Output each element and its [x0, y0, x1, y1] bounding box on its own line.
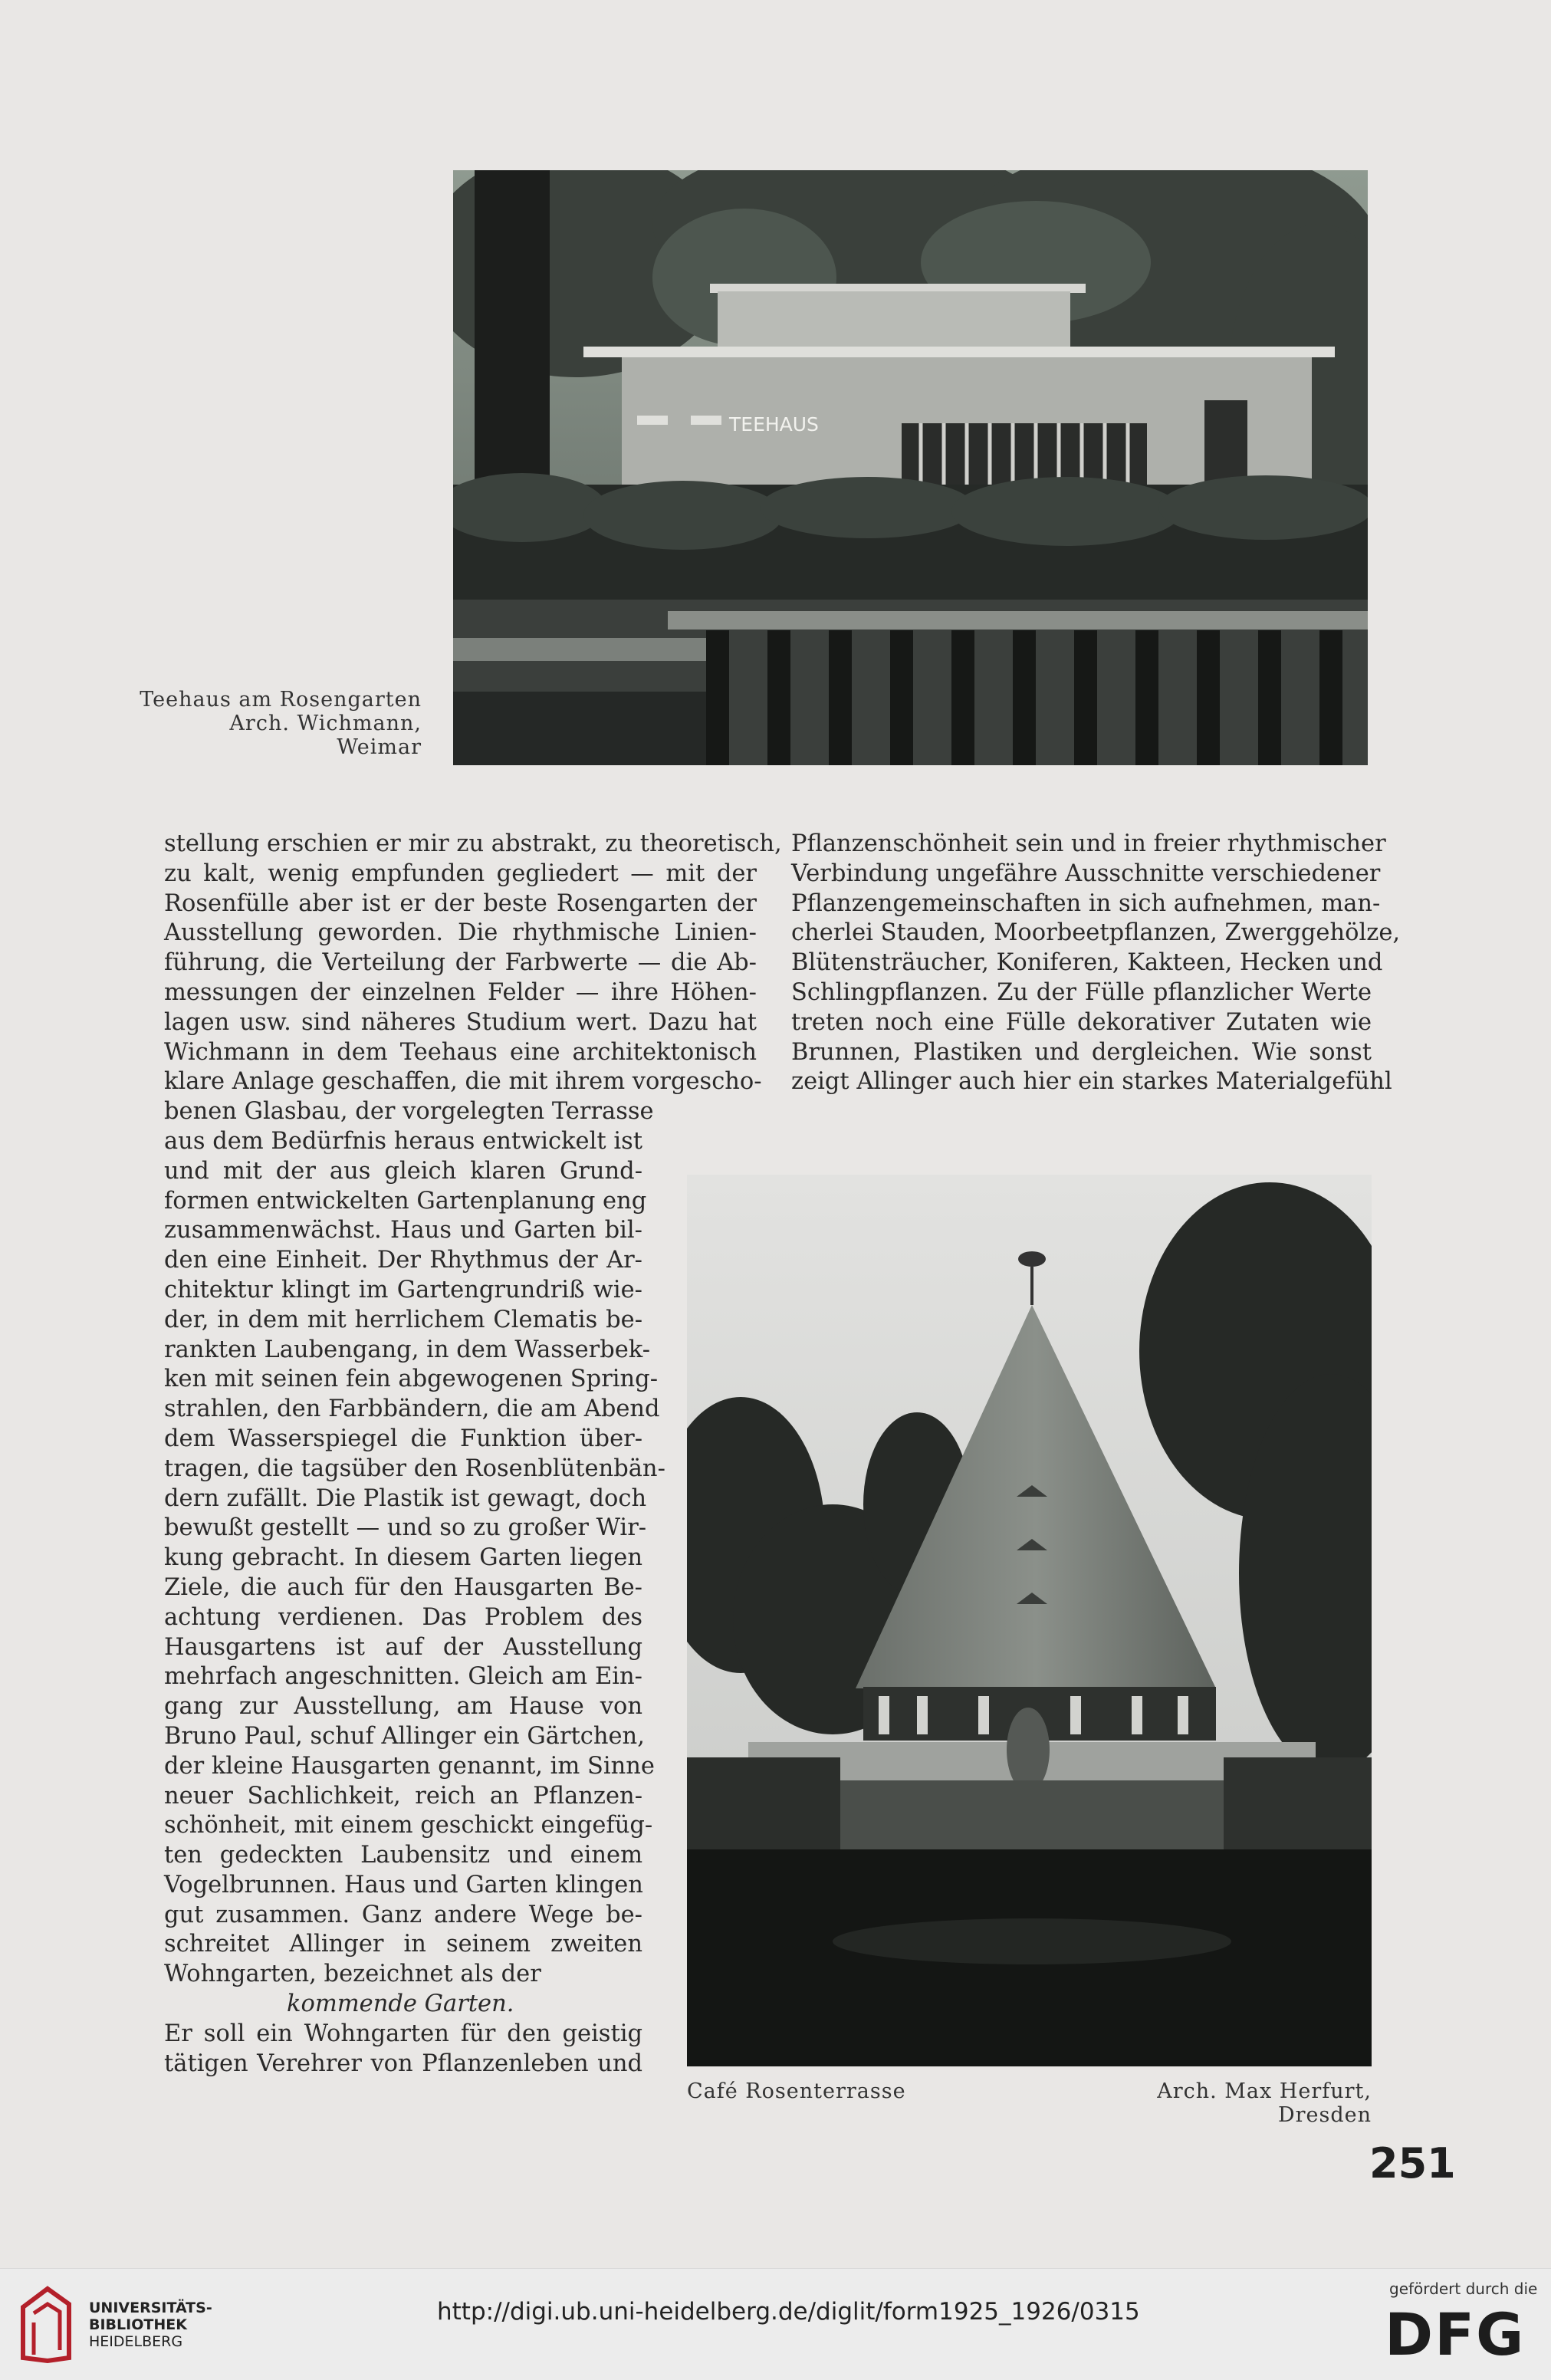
text-line: mehrfach angeschnitten. Gleich am Ein-	[164, 1663, 642, 1691]
text-line: ten gedeckten Laubensitz und einem	[164, 1842, 642, 1869]
text-line: treten noch eine Fülle dekorativer Zutaten wie	[791, 1008, 1372, 1036]
text-line: Bruno Paul, schuf Allinger ein Gärtchen,	[164, 1722, 645, 1750]
text-line: zu kalt, wenig empfunden gegliedert — mit der	[164, 860, 757, 887]
text-line: Schlingpflanzen. Zu der Fülle pflanzlicher Werte	[791, 978, 1372, 1006]
library-logo-icon[interactable]	[17, 2284, 75, 2364]
text-line: chitektur klingt im Gartengrundriß wie-	[164, 1276, 642, 1303]
text-line: cherlei Stauden, Moorbeetpflanzen, Zwerggehölze,	[791, 919, 1401, 947]
text-line: stellung erschien er mir zu abstrakt, zu theoretisch,	[164, 830, 782, 857]
text-line: gang zur Ausstellung, am Hause von	[164, 1693, 642, 1721]
teehaus-caption-line: Weimar	[337, 735, 422, 759]
text-line: Hausgartens ist auf der Ausstellung	[164, 1633, 642, 1661]
text-line: messungen der einzelnen Felder — ihre Höhen-	[164, 978, 757, 1006]
text-line: Er soll ein Wohngarten für den geistig	[164, 2020, 642, 2047]
library-name-line: HEIDELBERG	[89, 2333, 183, 2350]
text-line: Ausstellung geworden. Die rhythmische Linien-	[164, 919, 757, 947]
text-line: benen Glasbau, der vorgelegten Terrasse	[164, 1098, 654, 1126]
text-line: klare Anlage geschaffen, die mit ihrem vorgescho-	[164, 1068, 762, 1096]
text-line: aus dem Bedürfnis heraus entwickelt ist	[164, 1127, 642, 1155]
viewer-footer	[0, 2268, 1551, 2380]
text-line: kung gebracht. In diesem Garten liegen	[164, 1544, 642, 1572]
page-number: 251	[1369, 2139, 1456, 2188]
teehaus-caption-line: Teehaus am Rosengarten	[140, 688, 422, 712]
text-line: Brunnen, Plastiken und dergleichen. Wie sonst	[791, 1038, 1372, 1066]
permalink-url[interactable]: http://digi.ub.uni-heidelberg.de/diglit/form1925_1926/0315	[437, 2298, 1140, 2326]
text-line: neuer Sachlichkeit, reich an Pflanzen-	[164, 1782, 642, 1810]
text-line: lagen usw. sind näheres Studium wert. Dazu hat	[164, 1008, 757, 1036]
teehaus-caption	[115, 688, 422, 759]
text-line: zeigt Allinger auch hier ein starkes Materialgefühl	[791, 1068, 1392, 1096]
text-line: achtung verdienen. Das Problem des	[164, 1603, 642, 1631]
library-name-line: BIBLIOTHEK	[89, 2316, 187, 2333]
text-line: Pflanzenschönheit sein und in freier rhythmischer	[791, 830, 1386, 857]
right-text-column	[791, 830, 1401, 1097]
text-line: Rosenfülle aber ist er der beste Rosengarten der	[164, 889, 757, 917]
text-line: der kleine Hausgarten genannt, im Sinne	[164, 1752, 655, 1780]
dfg-logo-text: DFG	[1385, 2303, 1526, 2364]
text-line: und mit der aus gleich klaren Grund-	[164, 1157, 642, 1185]
teehaus-photo	[453, 170, 1368, 765]
subheading-kommende-garten: kommende Garten.	[287, 1990, 514, 2018]
text-line: rankten Laubengang, in dem Wasserbek-	[164, 1336, 651, 1363]
text-line: strahlen, den Farbbändern, die am Abend	[164, 1395, 660, 1423]
text-line: führung, die Verteilung der Farbwerte — die Ab-	[164, 949, 757, 977]
text-line: Wichmann in dem Teehaus eine architektonisch	[164, 1038, 757, 1066]
text-line: schönheit, mit einem geschickt eingefüg-	[164, 1812, 653, 1839]
text-line: Vogelbrunnen. Haus und Garten klingen	[164, 1871, 643, 1898]
text-line: formen entwickelten Gartenplanung eng	[164, 1187, 647, 1215]
text-line: den eine Einheit. Der Rhythmus der Ar-	[164, 1247, 642, 1274]
text-line: gut zusammen. Ganz andere Wege be-	[164, 1901, 642, 1928]
text-line: tätigen Verehrer von Pflanzenleben und	[164, 2050, 642, 2077]
text-line: Blütensträucher, Koniferen, Kakteen, Hecken und	[791, 949, 1383, 977]
teehaus-caption-line: Arch. Wichmann,	[229, 712, 422, 735]
text-line: Ziele, die auch für den Hausgarten Be-	[164, 1573, 642, 1601]
library-name	[89, 2299, 212, 2350]
text-line: dem Wasserspiegel die Funktion über-	[164, 1425, 642, 1452]
text-line: zusammenwächst. Haus und Garten bil-	[164, 1217, 642, 1244]
text-line: dern zufällt. Die Plastik ist gewagt, doch	[164, 1484, 647, 1512]
text-line: tragen, die tagsüber den Rosenblütenbän-	[164, 1455, 665, 1482]
library-name-line: UNIVERSITÄTS-	[89, 2299, 212, 2316]
dfg-logo[interactable]	[1385, 2303, 1530, 2364]
cafe-caption-left: Café Rosenterrasse	[687, 2079, 906, 2103]
text-line: Wohngarten, bezeichnet als der	[164, 1961, 541, 1988]
funded-by-label: gefördert durch die	[1389, 2280, 1538, 2298]
cafe-rosenterrasse-photo	[687, 1175, 1372, 2066]
text-line: Pflanzengemeinschaften in sich aufnehmen, man-	[791, 889, 1381, 917]
teehaus-sign: TEEHAUS	[729, 413, 819, 436]
left-text-column	[164, 830, 782, 2079]
text-line: schreitet Allinger in seinem zweiten	[164, 1931, 642, 1958]
text-line: bewußt gestellt — und so zu großer Wir-	[164, 1514, 647, 1542]
text-line: Verbindung ungefähre Ausschnitte verschiedener	[791, 860, 1381, 887]
text-line: der, in dem mit herrlichem Clematis be-	[164, 1306, 642, 1333]
cafe-caption-right: Arch. Max Herfurt, Dresden	[1157, 2079, 1372, 2127]
text-line: ken mit seinen fein abgewogenen Spring-	[164, 1366, 658, 1393]
